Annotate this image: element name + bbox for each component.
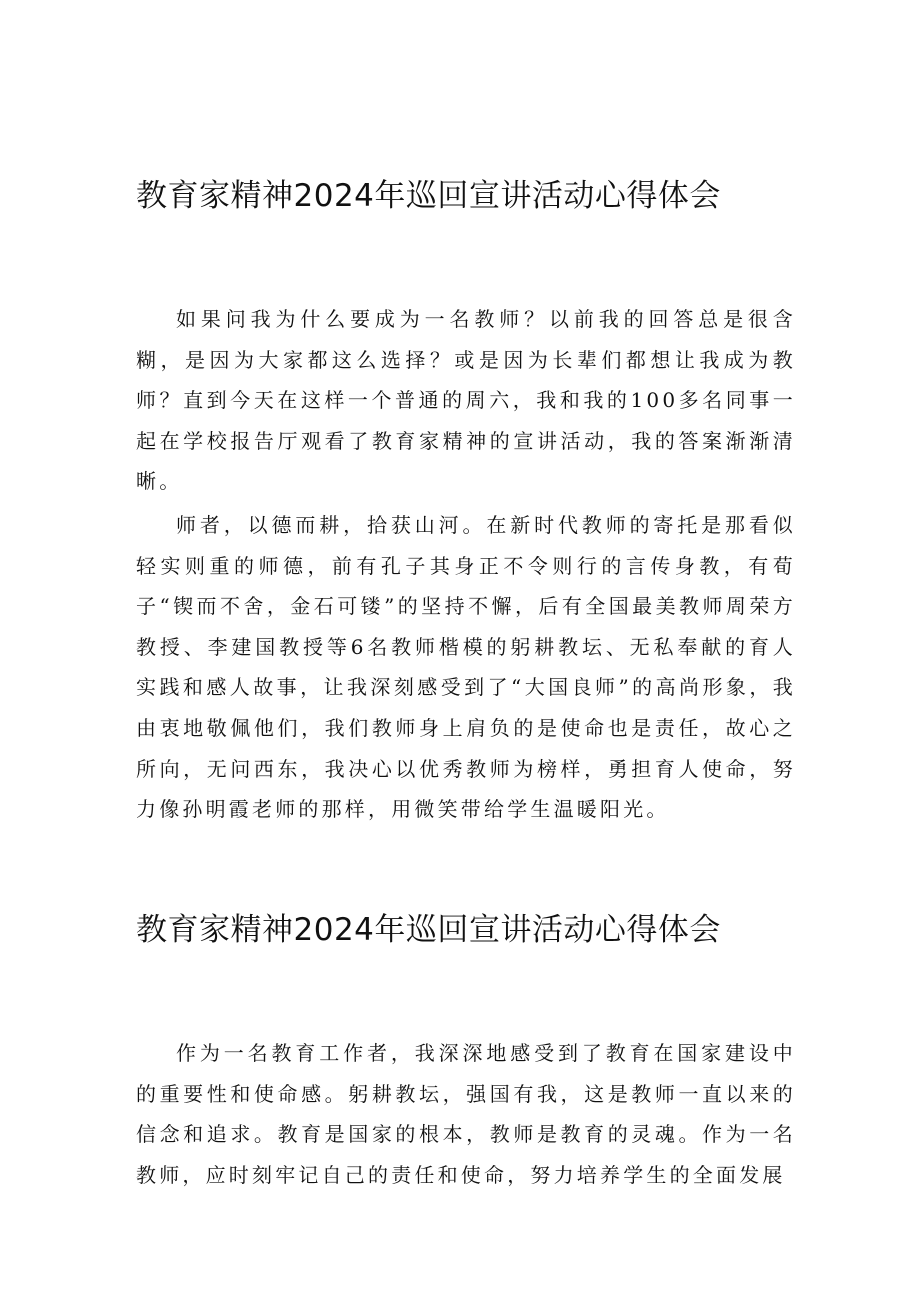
article-paragraph: 师者，以德而耕，拾获山河。在新时代教师的寄托是那看似轻实则重的师德，前有孔子其身正不令则行的言传身教，有荀子“锲而不舍，金石可镂”的坚持不懈，后有全国最美教师周荣方教授、李建国教授等6名教师楷模的躬耕教坛、无私奉献的育人实践和感人故事，让我深刻感受到了“大国良师”的高尚形象，我由衷地敬佩他们，我们教师身上肩负的是使命也是责任，故心之所向，无问西东，我决心以优秀教师为榜样，勇担育人使命，努力像孙明霞老师的那样，用微笑带给学生温暖阳光。 (136, 512, 796, 822)
article-paragraph: 作为一名教育工作者，我深深地感受到了教育在国家建设中的重要性和使命感。躬耕教坛，强国有我，这是教师一直以来的信念和追求。教育是国家的根本，教师是教育的灵魂。作为一名教师，应时刻牢记自己的责任和使命，努力培养学生的全面发展 (136, 1041, 796, 1187)
article-title: 教育家精神2024年巡回宣讲活动心得体会 (136, 178, 721, 214)
article-title: 教育家精神2024年巡回宣讲活动心得体会 (136, 912, 721, 948)
article-1 (136, 174, 796, 830)
article-2 (136, 908, 796, 1195)
article-paragraph: 如果问我为什么要成为一名教师？以前我的回答总是很含糊，是因为大家都这么选择？或是因为长辈们都想让我成为教师？直到今天在这样一个普通的周六，我和我的100多名同事一起在学校报告厅观看了教育家精神的宣讲活动，我的答案渐渐清晰。 (136, 307, 796, 494)
